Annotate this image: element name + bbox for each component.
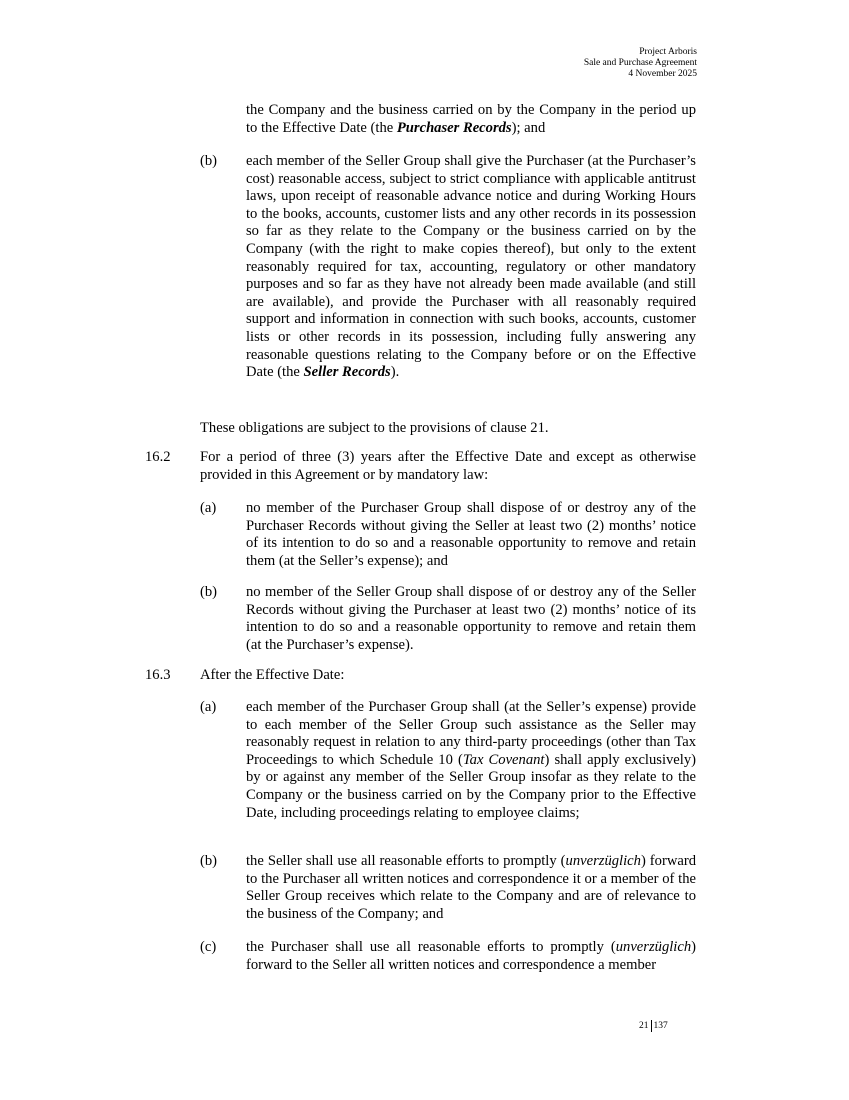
page-number: 21: [639, 1021, 649, 1031]
list-label: (a): [200, 500, 217, 516]
defined-term: Purchaser Records: [396, 119, 512, 136]
schedule-title: Tax Covenant: [462, 751, 545, 768]
obligations-paragraph: These obligations are subject to the provisions of clause 21.: [200, 420, 549, 436]
header-document-title: Sale and Purchase Agreement: [583, 58, 697, 68]
clause-text: For a period of three (3) years after the Effective Date and except as otherwise provided in this Agreement or by mandatory law:: [200, 449, 696, 483]
list-item-text: the Purchaser shall use all reasonable efforts to promptly (unverzüglich) forward to the Seller all written notices and correspondence a member: [246, 939, 696, 973]
list-item-text: no member of the Purchaser Group shall dispose of or destroy any of the Purchaser Records without giving the Seller at least two (2) months’ notice of its intention to do so and a reasonable opportunity to remove and retain them (at the Seller’s expense); and: [246, 500, 696, 569]
page-footer: [639, 1020, 668, 1032]
page-header: [584, 47, 697, 80]
list-label: (c): [200, 939, 217, 955]
german-term: unverzüglich: [615, 939, 692, 955]
clause-text: After the Effective Date:: [200, 667, 345, 683]
clause-number: 16.2: [145, 449, 171, 465]
list-label: (b): [200, 853, 218, 869]
list-label: (b): [200, 584, 218, 600]
header-date: 4 November 2025: [628, 69, 697, 79]
clause-number: 16.3: [145, 667, 171, 683]
list-label: (b): [200, 153, 218, 169]
total-pages: 137: [653, 1021, 668, 1031]
page-separator: [651, 1020, 652, 1032]
list-item-text: no member of the Seller Group shall dispose of or destroy any of the Seller Records without giving the Purchaser at least two (2) months’ notice of its intention to do so and a reasonable opportunity to remove and retain them (at the Purchaser’s expense).: [246, 584, 696, 653]
german-term: unverzüglich: [565, 853, 641, 869]
list-item-text: each member of the Purchaser Group shall (at the Seller’s expense) provide to each member of the Seller Group such assistance as the Seller may reasonably request in relation to any third-party proceedings (other than Tax Proceedings to which Schedule 10 (Tax Covenant) shall apply exclusively) by or against any member of the Seller Group insofar as they relate to the Company or the business carried on by the Company prior to the Effective Date, including proceedings relating to employee claims;: [246, 699, 696, 821]
list-item-text: each member of the Seller Group shall give the Purchaser (at the Purchaser’s cost) reasonable access, subject to strict compliance with applicable antitrust laws, upon receipt of reasonable advance notice and during Working Hours to the books, accounts, customer lists and any other records in its possession so far as they relate to the Company or the business carried on by the Company (with the right to make copies thereof), but only to the extent reasonably required for tax, accounting, regulatory or other mandatory purposes and so far as they have not already been made available (and still are available), and provide the Purchaser with all reasonably required support and information in connection with such books, accounts, customer lists or other records in its possession, including fully answering any reasonable questions relating to the Company before or on the Effective Date (the Seller Records).: [246, 153, 696, 381]
header-project: Project Arboris: [639, 47, 697, 57]
list-item-text: the Seller shall use all reasonable efforts to promptly (unverzüglich) forward to the Purchaser all written notices and correspondence it or a member of the Seller Group receives which relate to the Company and are of relevance to the business of the Company; and: [246, 853, 697, 922]
defined-term: Seller Records: [303, 364, 391, 381]
list-label: (a): [200, 699, 217, 715]
continuation-paragraph: the Company and the business carried on by the Company in the period up to the Effective Date (the Purchaser Records); and: [246, 102, 696, 136]
